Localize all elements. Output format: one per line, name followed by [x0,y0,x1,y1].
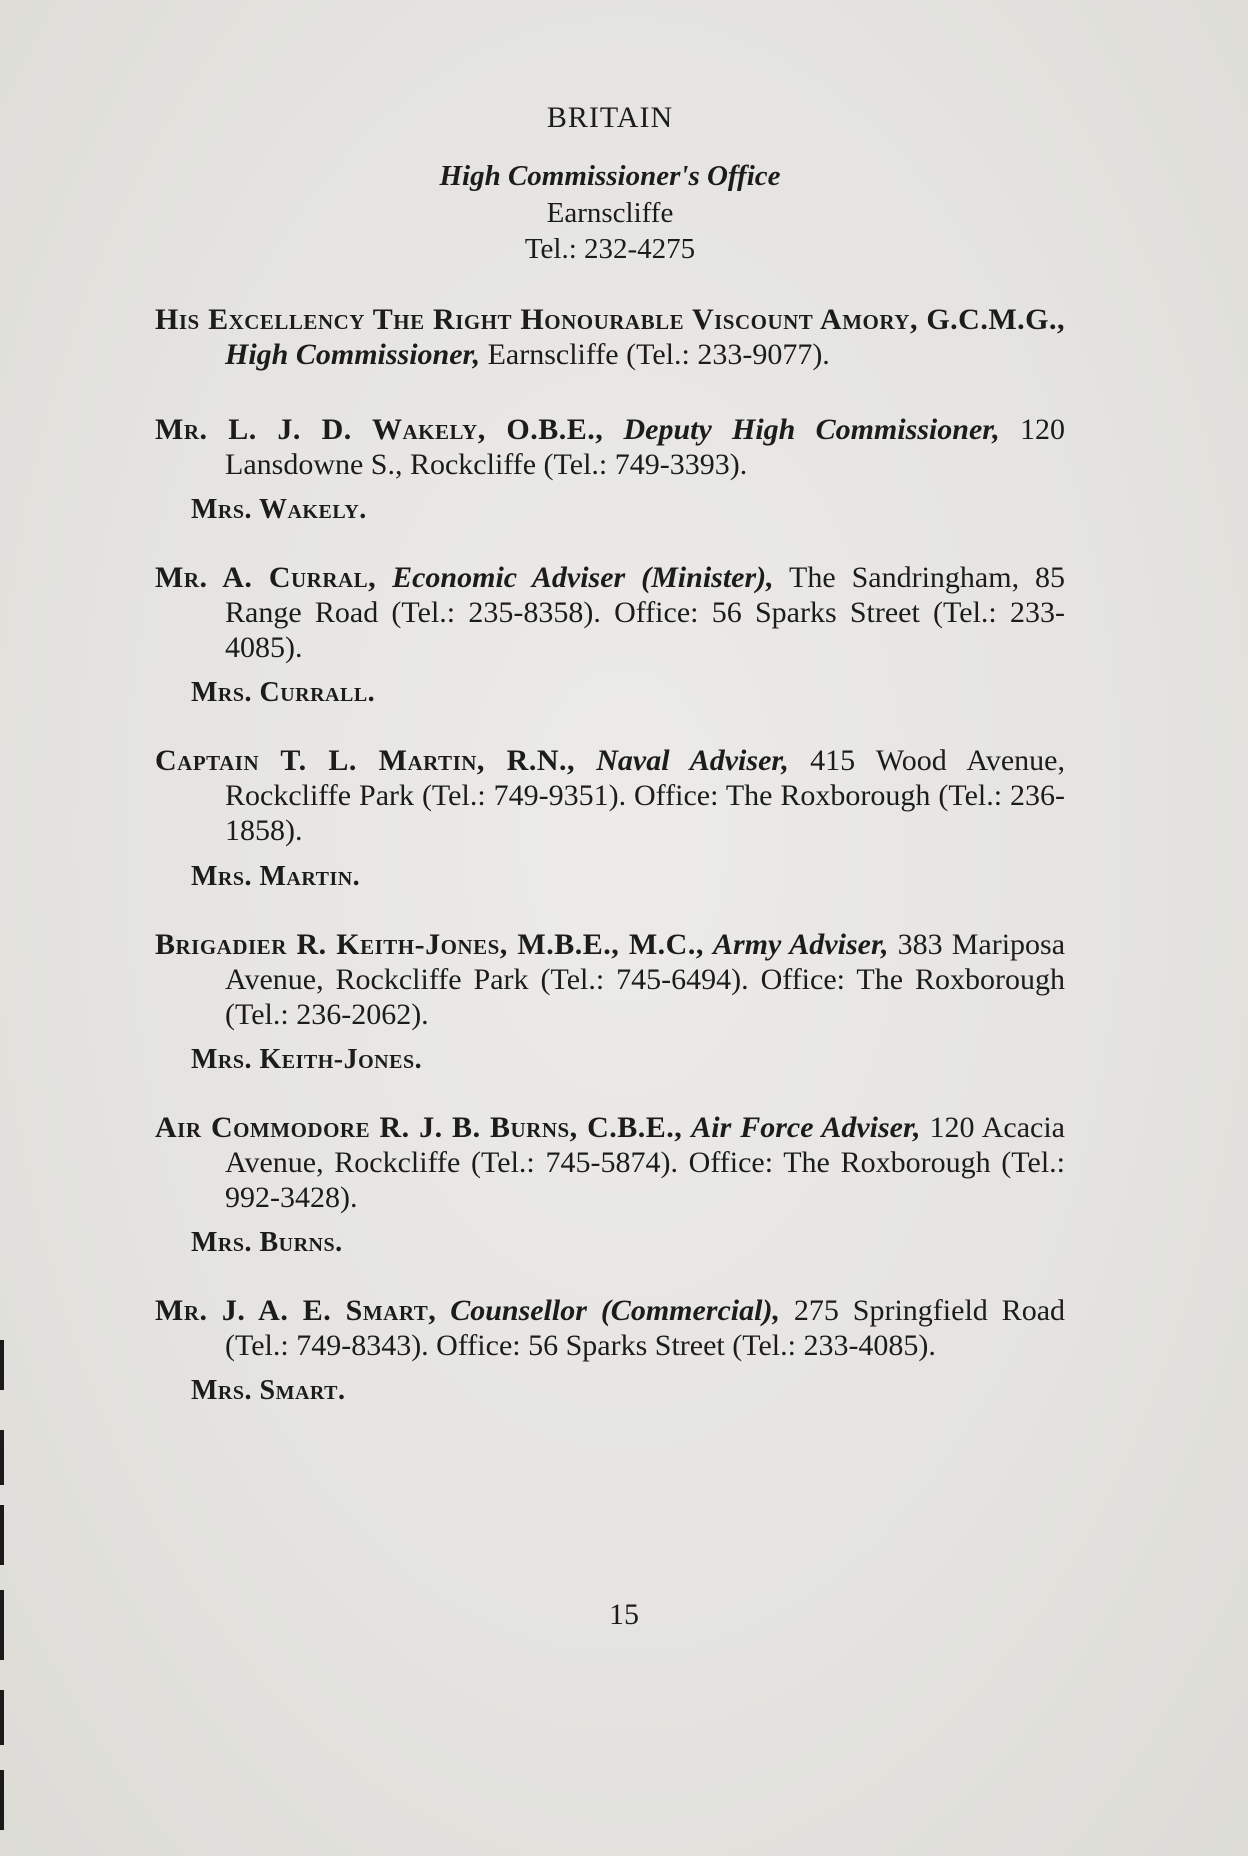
entry-text [155,927,1065,1032]
office-residence: Earnscliffe [546,196,674,229]
directory-entry [155,927,1065,1076]
entry-role: Counsellor (Commercial), [450,1294,780,1328]
entry-spouse: Mrs. Martin. [191,860,361,892]
entry-spouse: Mrs. Smart. [191,1375,346,1407]
entry-role: Deputy High Commissioner, [623,412,1000,446]
entry-details: The Sandringham, 85 Range Road (Tel.: 235-8358). Office: 56 Sparks Street (Tel.: 233-4085). [225,560,1066,665]
office-phone: Tel.: 232-4275 [524,233,696,266]
entry-text [155,302,1065,372]
entry-name: Mr. L. J. D. Wakely, O.B.E., [155,412,604,446]
entry-text [155,1110,1065,1215]
office-name: High Commissioner's Office [439,160,781,192]
entry-details: 120 Lansdowne S., Rockcliffe (Tel.: 749-3393). [225,412,1066,481]
entry-details: Earnscliffe (Tel.: 233-9077). [487,337,830,371]
country-heading: BRITAIN [546,101,674,134]
entry-role: High Commissioner, [225,337,481,371]
entry-role: Naval Adviser, [596,744,789,778]
directory-entry [155,560,1065,709]
entry-text [155,743,1065,848]
directory-entry [155,412,1065,526]
directory-entry [155,743,1065,892]
entry-name: Brigadier R. Keith-Jones, M.B.E., M.C., [155,927,704,961]
entry-spouse: Mrs. Burns. [191,1227,343,1259]
entry-text [155,560,1065,665]
entry-name: His Excellency The Right Honourable Viscount Amory, G.C.M.G., [155,302,1065,336]
entry-text [155,1293,1065,1363]
binding-edge-marks [0,1340,6,1840]
section-header [155,100,1065,268]
entry-role: Army Adviser, [712,927,889,961]
entry-name: Captain T. L. Martin, R.N., [155,744,575,778]
directory-entry [155,1110,1065,1259]
entry-role: Economic Adviser (Minister), [392,560,774,594]
entry-details: 383 Mariposa Avenue, Rockcliffe Park (Tel.: 745-6494). Office: The Roxborough (Tel.: 236-2062). [225,927,1066,1031]
entry-details: 275 Springfield Road (Tel.: 749-8343). Office: 56 Sparks Street (Tel.: 233-4085). [225,1294,1066,1363]
page-number: 15 [609,1598,639,1631]
entry-spouse: Mrs. Currall. [191,677,376,709]
entry-name: Mr. A. Curral, [155,560,377,594]
directory-entry [155,302,1065,372]
entry-text [155,412,1065,482]
entry-name: Air Commodore R. J. B. Burns, C.B.E., [155,1110,683,1144]
directory-entry [155,1293,1065,1407]
entry-spouse: Mrs. Keith-Jones. [191,1043,423,1075]
entry-details: 415 Wood Avenue, Rockcliffe Park (Tel.: 749-9351). Office: The Roxborough (Tel.: 236-1858). [225,744,1065,848]
directory-content [155,100,1065,1441]
entry-role: Air Force Adviser, [691,1110,921,1144]
entry-spouse: Mrs. Wakely. [191,493,367,525]
entry-name: Mr. J. A. E. Smart, [155,1294,437,1328]
entry-details: 120 Acacia Avenue, Rockcliffe (Tel.: 745-5874). Office: The Roxborough (Tel.: 992-3428). [225,1110,1065,1214]
